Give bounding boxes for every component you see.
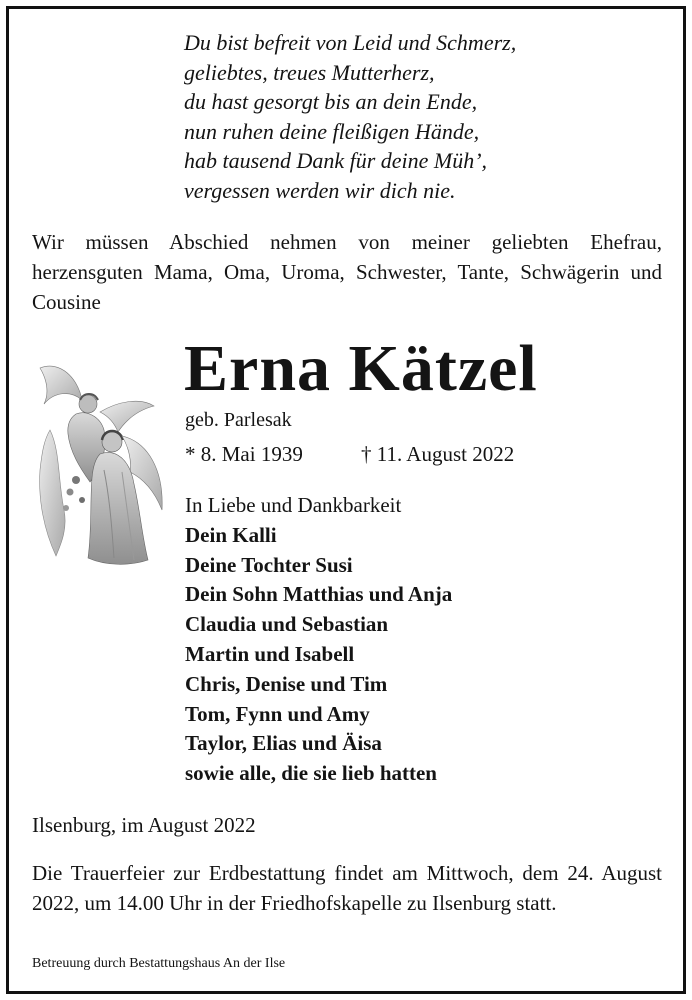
mourners-list [185,521,452,789]
mourner-name: Martin und Isabell [185,641,355,666]
place-date: Ilsenburg, im August 2022 [32,813,256,837]
mourner-name: Chris, Denise und Tim [185,671,388,696]
mourner-name: sowie alle, die sie lieb hatten [185,761,437,786]
poem [184,28,516,205]
poem-line: Du bist befreit von Leid und Schmerz, [184,30,517,55]
poem-line: nun ruhen deine fleißigen Hände, [184,118,480,144]
maiden-name: geb. Parlesak [185,409,292,431]
poem-line: vergessen werden wir dich nie. [184,177,456,203]
funeral-home-credit: Betreuung durch Bestattungshaus An der Ilse [32,956,286,971]
funeral-service-text: Die Trauerfeier zur Erdbestattung findet am Mittwoch, dem 24. August 2022, um 14.00 Uhr in der Friedhofskapelle zu Ilsenburg statt. [32,861,662,915]
angels-illustration-icon [30,360,170,575]
mourner-name: Tom, Fynn und Amy [185,701,370,726]
mourner-name: Taylor, Elias und Äisa [185,731,382,756]
life-dates [185,440,515,468]
mourner-name: Dein Sohn Matthias und Anja [185,582,453,607]
poem-line: hab tausend Dank für deine Müh’, [184,148,488,173]
mourner-name: Dein Kalli [185,522,277,547]
birth-date: * 8. Mai 1939 [185,442,303,466]
mourners-lead: In Liebe und Dankbarkeit [185,493,402,517]
poem-line: geliebtes, treues Mutterherz, [184,59,435,85]
poem-line: du hast gesorgt bis an dein Ende, [184,89,478,114]
deceased-name: Erna Kätzel [184,332,538,405]
intro-text: Wir müssen Abschied nehmen von meiner geliebten Ehefrau, herzensguten Mama, Oma, Uroma, Schwester, Tante, Schwägerin und Cousine [32,230,662,314]
mourners [185,491,452,789]
death-date: † 11. August 2022 [361,442,515,466]
mourner-name: Claudia und Sebastian [185,612,389,637]
mourner-name: Deine Tochter Susi [185,552,353,577]
